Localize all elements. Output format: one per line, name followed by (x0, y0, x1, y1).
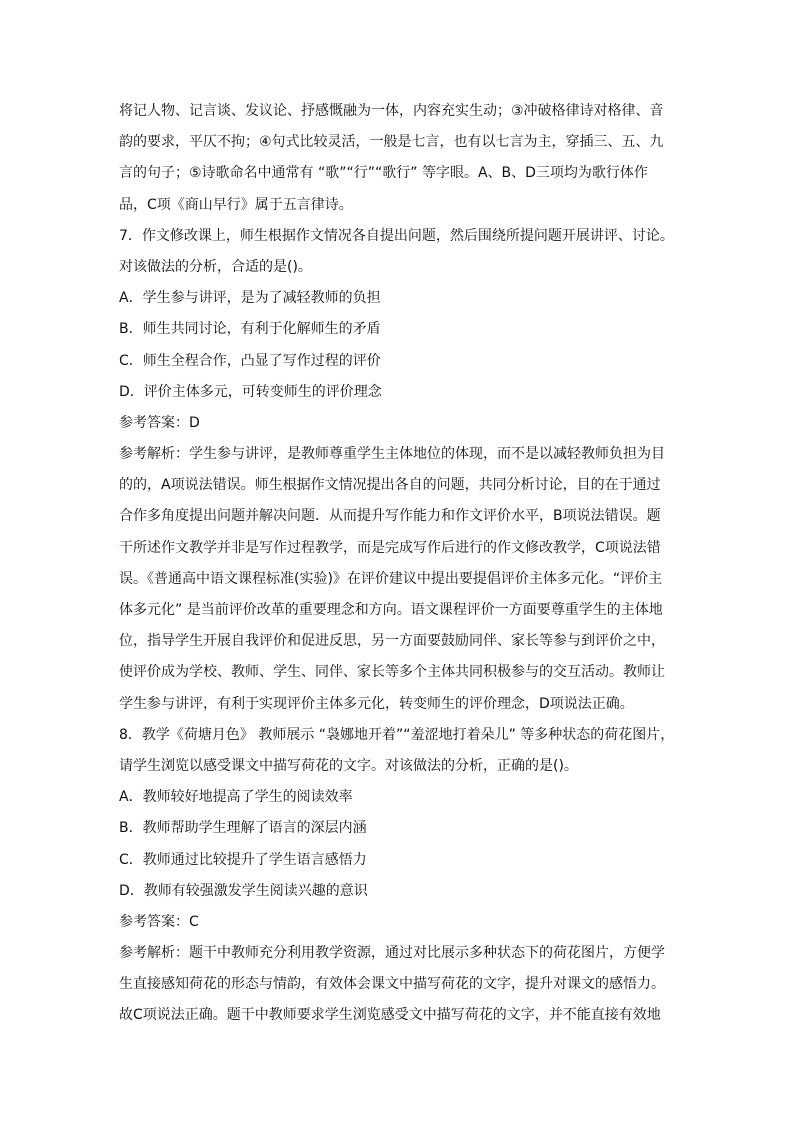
question-7-analysis: 位，指导学生开展自我评价和促进反思，另一方面要鼓励同伴、家长等参与到评价之中， (119, 633, 665, 650)
question-8-analysis: 故C项说法正确。题干中教师要求学生浏览感受文中描写荷花的文字，并不能直接有效地 (119, 1007, 661, 1024)
text-line: 韵的要求，平仄不拘；④句式比较灵活，一般是七言，也有以七言为主，穿插三、五、九 (119, 134, 664, 151)
question-7-analysis: 干所述作文教学并非是写作过程教学，而是完成写作后进行的作文修改教学，C项说法错 (119, 539, 661, 556)
question-7-analysis: 合作多角度提出问题并解决问题．从而提升写作能力和作文评价水平，B项说法错误。题 (119, 508, 661, 525)
question-8-analysis: 参考解析：题干中教师充分利用教学资源，通过对比展示多种状态下的荷花图片，方便学 (119, 945, 665, 962)
question-8-option-c: C．教师通过比较提升了学生语言感悟力 (119, 851, 367, 868)
question-8-stem: 8．教学《荷塘月色》 教师展示 “袅娜地开着”“羞涩地打着朵儿” 等多种状态的荷花图片， (119, 726, 675, 743)
question-7-option-c: C．师生全程合作，凸显了写作过程的评价 (119, 352, 381, 369)
question-7-analysis: 的的，A项说法错误。师生根据作文情况提出各自的问题，共同分析讨论，目的在于通过 (119, 477, 661, 494)
question-7-analysis: 使评价成为学校、教师、学生、同伴、家长等多个主体共同积极参与的交互活动。教师让 (119, 664, 665, 681)
question-8-answer: 参考答案：C (119, 913, 199, 930)
question-7-analysis: 学生参与讲评，有利于实现评价主体多元化，转变师生的评价理念，D项说法正确。 (119, 695, 634, 712)
document-body (119, 96, 679, 1032)
question-7-option-d: D．评价主体多元，可转变师生的评价理念 (119, 383, 382, 400)
question-8-option-b: B．教师帮助学生理解了语言的深层内涵 (119, 820, 367, 837)
question-7-answer: 参考答案：D (119, 414, 200, 431)
text-line: 将记人物、记言谈、发议论、抒感慨融为一体，内容充实生动；③冲破格律诗对格律、音 (119, 103, 664, 119)
text-line: 品，C项《商山早行》属于五言律诗。 (119, 196, 353, 213)
question-7-analysis: 体多元化” 是当前评价改革的重要理念和方向。语文课程评价一方面要尊重学生的主体地 (119, 602, 663, 618)
text-line: 言的句子；⑤诗歌命名中通常有 “歌”“行”“歌行” 等字眼。A、B、D三项均为歌行体作 (119, 165, 648, 182)
question-7-analysis: 参考解析：学生参与讲评，是教师尊重学生主体地位的体现，而不是以减轻教师负担为目 (119, 446, 665, 463)
question-7-option-a: A．学生参与讲评，是为了减轻教师的负担 (119, 290, 381, 307)
question-8-stem: 请学生浏览以感受课文中描写荷花的文字。对该做法的分析，正确的是()。 (119, 757, 578, 774)
question-8-analysis: 生直接感知荷花的形态与情韵，有效体会课文中描写荷花的文字，提升对课文的感悟力。 (119, 976, 665, 993)
question-7-stem: 对该做法的分析，合适的是()。 (119, 258, 312, 275)
question-7-option-b: B．师生共同讨论，有利于化解师生的矛盾 (119, 321, 381, 338)
question-8-option-a: A．教师较好地提高了学生的阅读效率 (119, 789, 353, 806)
question-7-analysis: 误。《普通高中语文课程标准(实验)》在评价建议中提出要提倡评价主体多元化。“评价主 (119, 570, 663, 587)
question-7-stem: 7．作文修改课上，师生根据作文情况各自提出问题，然后围绕所提问题开展讲评、讨论。 (119, 227, 674, 244)
question-8-option-d: D．教师有较强激发学生阅读兴趣的意识 (119, 882, 368, 899)
